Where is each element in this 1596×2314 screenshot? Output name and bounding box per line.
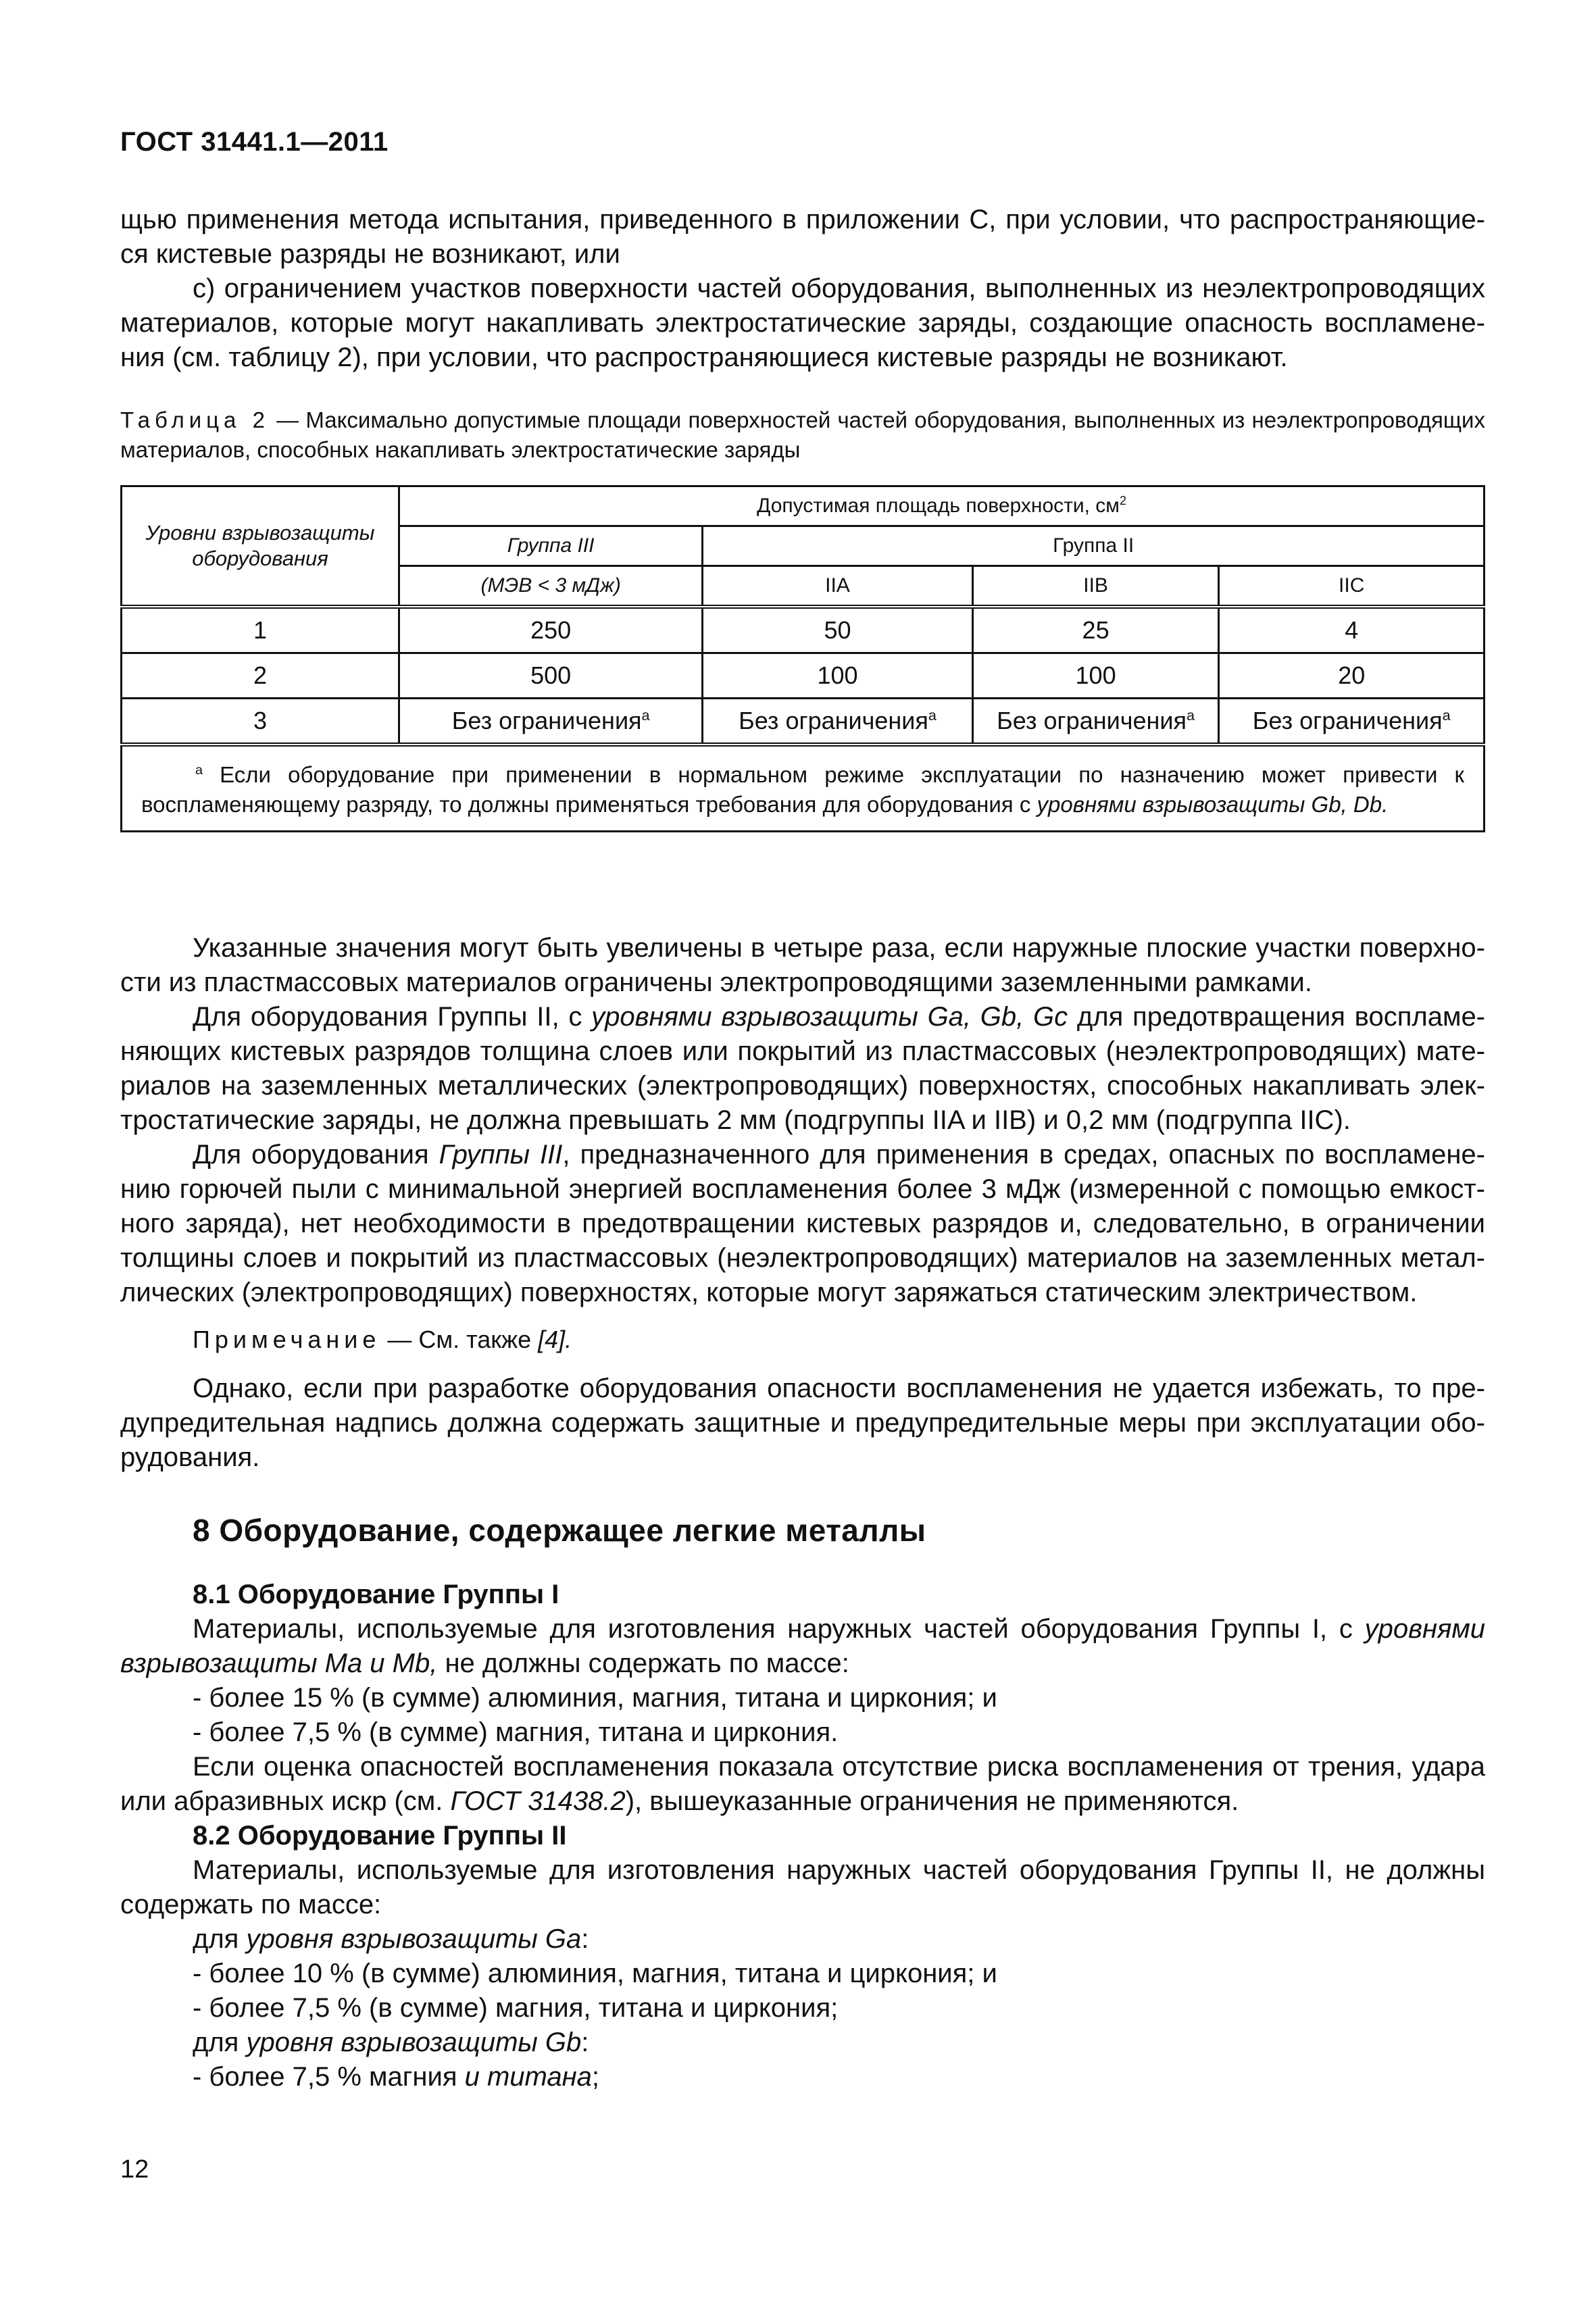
- value-cell: 250: [399, 607, 703, 653]
- level-cell: 1: [122, 607, 399, 653]
- list-item: - более 7,5 % (в сумме) магния, титана и циркония.: [193, 1717, 839, 1747]
- page-number: 12: [120, 2155, 149, 2184]
- list-item: - более 15 % (в сумме) алюминия, магния, титана и циркония; и: [193, 1683, 997, 1713]
- value-cell: Без ограничения$^a$: [703, 699, 972, 745]
- body-text: [120, 931, 1485, 1475]
- table-row: [122, 607, 1485, 653]
- header-group-3: Группа III: [399, 526, 703, 566]
- header-area: Допустимая площадь поверхности, $см^2$: [399, 486, 1485, 526]
- table-footnote-row: [122, 745, 1485, 832]
- value-cell: 500: [399, 653, 703, 699]
- table-caption: [120, 405, 1485, 465]
- note: Примечание — См. также [4].: [193, 1326, 572, 1353]
- table-row: [122, 699, 1485, 745]
- header-iic: IIC: [1219, 566, 1485, 607]
- intro-text: [120, 203, 1485, 375]
- list-item: - более 7,5 % (в сумме) магния, титана и циркония;: [193, 1993, 839, 2023]
- body-paragraph-3: Для оборудования Группы III, предназначенного для применения в средах, опасных по воспламене- нию горючей пыли с минимальной энергией воспламенения более 3 мДж (измеренной с помощью емкост- ного заряда), нет необходимости в предотвращении кистевых разрядов и, следовательно, в ограничении толщины слоев и покрытий из пластмассовых (неэлектропроводящих) материалов на заземленных метал- лических (электропроводящих) поверхностях, которые могут заряжаться статическим электричеством.: [120, 1140, 1485, 1307]
- table-footnote: $^a$ Если оборудование при применении в нормальном режиме эксплуатации по назначению может привести к воспламеняющему разряду, то должны применяться требования для оборудования с уровнями взрывозащиты Gb, Db.: [122, 745, 1485, 832]
- level-cell: 2: [122, 653, 399, 699]
- table-header-row-1: [122, 486, 1485, 526]
- table-caption-text: — Максимально допустимые площади поверхностей частей оборудования, выполненных из неэлектропроводящих материалов, способных накапливать электростатические заряды: [120, 407, 1485, 462]
- value-cell: Без ограничения$^a$: [399, 699, 703, 745]
- section-8-2-title: 8.2 Оборудование Группы II: [193, 1821, 567, 1851]
- value-cell: Без ограничения$^a$: [972, 699, 1219, 745]
- table-row: [122, 653, 1485, 699]
- list-item: для уровня взрывозащиты Gb:: [193, 2028, 589, 2057]
- intro-paragraph-2: c) ограничением участков поверхности частей оборудования, выполненных из неэлектропроводящих материалов, которые могут накапливать электростатические заряды, создающие опасность воспламене- ния (см. таблицу 2), при условии, что распространяющиеся кистевые разряды не возникают.: [120, 274, 1485, 372]
- document-header: ГОСТ 31441.1—2011: [120, 127, 389, 157]
- body-paragraph-2: Для оборудования Группы II, с уровнями взрывозащиты Ga, Gb, Gc для предотвращения воспламе- няющих кистевых разрядов толщина слоев или покрытий из пластмассовых (неэлектропроводящих) мате- риалов на заземленных металлических (электропроводящих) поверхностях, способных накапливать элек- тростатические заряды, не должна превышать 2 мм (подгруппы IIA и IIB) и 0,2 мм (подгруппа IIC).: [120, 1002, 1486, 1135]
- header-iia: IIA: [703, 566, 972, 607]
- value-cell: 20: [1219, 653, 1485, 699]
- header-protection-levels: Уровни взрывозащиты оборудования: [122, 486, 399, 607]
- header-group-2: Группа II: [703, 526, 1485, 566]
- table-2: [120, 485, 1485, 832]
- s82-paragraph-1: Материалы, используемые для изготовления наружных частей оборудования Группы II, не должны содержать по массе:: [120, 1855, 1485, 1919]
- section-8-1-title: 8.1 Оборудование Группы I: [193, 1580, 559, 1609]
- body-paragraph-4: Однако, если при разработке оборудования опасности воспламенения не удается избежать, то пре- дупредительная надпись должна содержать защитные и предупредительные меры при эксплуатации обо- рудования.: [120, 1374, 1485, 1472]
- value-cell: 100: [972, 653, 1219, 699]
- level-cell: 3: [122, 699, 399, 745]
- table-caption-label: Таблица 2: [120, 407, 270, 432]
- value-cell: 100: [703, 653, 972, 699]
- value-cell: 4: [1219, 607, 1485, 653]
- section-8-text: [120, 1578, 1485, 2094]
- list-item: - более 10 % (в сумме) алюминия, магния, титана и циркония; и: [193, 1959, 997, 1988]
- value-cell: 25: [972, 607, 1219, 653]
- header-mev: (МЭВ < 3 мДж): [399, 566, 703, 607]
- intro-paragraph-1: щью применения метода испытания, приведенного в приложении С, при условии, что распространяющие- ся кистевые разряды не возникают, или: [120, 205, 1485, 269]
- list-item: для уровня взрывозащиты Ga:: [193, 1924, 589, 1954]
- header-iib: IIB: [972, 566, 1219, 607]
- s81-paragraph-1: Материалы, используемые для изготовления наружных частей оборудования Группы I, с уровнями взрывозащиты Ma и Mb, не должны содержать по массе:: [120, 1614, 1485, 1678]
- body-paragraph-1: Указанные значения могут быть увеличены в четыре раза, если наружные плоские участки поверхно- сти из пластмассовых материалов ограничены электропроводящими заземленными рамками.: [120, 933, 1485, 997]
- section-8-title: 8 Оборудование, содержащее легкие металлы: [193, 1513, 926, 1548]
- value-cell: 50: [703, 607, 972, 653]
- list-item: - более 7,5 % магния и титана;: [193, 2062, 600, 2092]
- value-cell: Без ограничения$^a$: [1219, 699, 1485, 745]
- s81-paragraph-2: Если оценка опасностей воспламенения показала отсутствие риска воспламенения от трения, удара или абразивных искр (см. ГОСТ 31438.2), вышеуказанные ограничения не применяются.: [120, 1752, 1485, 1816]
